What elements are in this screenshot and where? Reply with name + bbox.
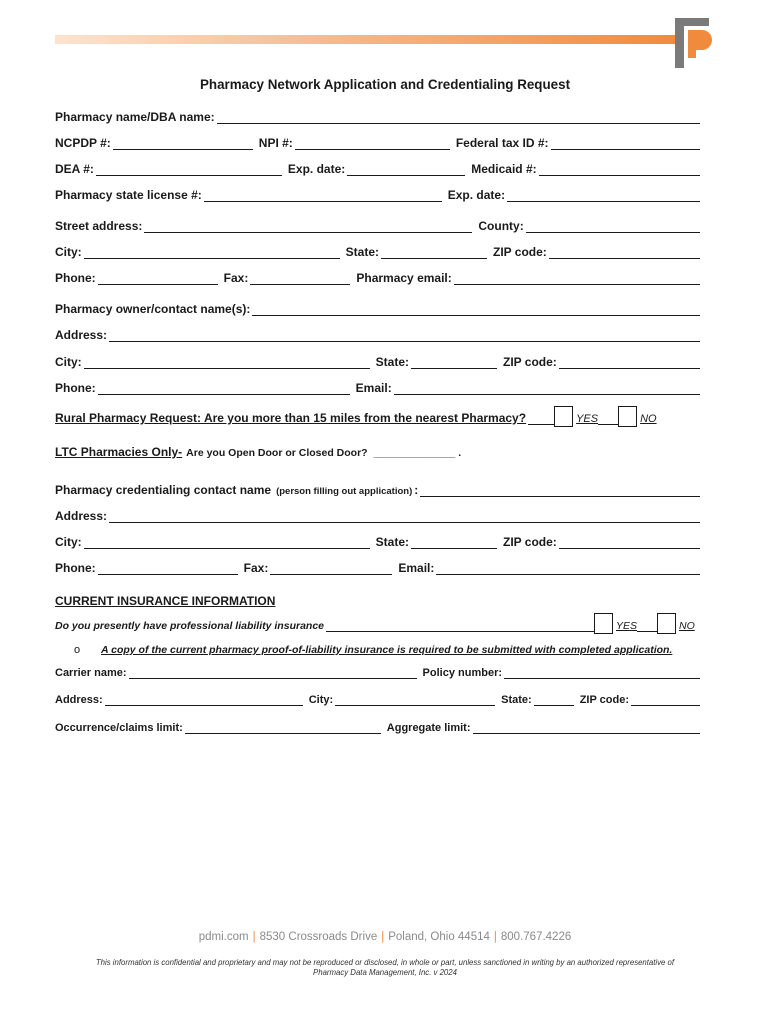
carrier-label: Carrier name: [55,667,127,679]
cred-name-field[interactable] [420,485,700,497]
insurance-note-row [55,640,700,656]
street-row [55,217,700,233]
insurance-note: A copy of the current pharmacy proof-of-liability insurance is required to be submitted with completed application. [101,644,673,656]
cred-phone-field[interactable] [98,563,238,575]
ncpdp-row [55,134,700,150]
cred-address-field[interactable] [109,511,700,523]
insurance-zip-field[interactable] [631,694,700,706]
insurance-address-label: Address: [55,694,103,706]
rural-no-label: NO [640,413,657,425]
insurance-question: Do you presently have professional liability insurance [55,620,324,632]
ltc-label: LTC Pharmacies Only- [55,445,183,459]
insurance-no-label: NO [679,620,695,632]
rural-yes-checkbox[interactable] [554,406,573,427]
owner-address-row [55,326,700,342]
footer-site-link[interactable]: pdmi.com [198,931,249,943]
insurance-no-line [637,620,657,632]
confidentiality-note [80,958,690,978]
carrier-field[interactable] [129,667,417,679]
policy-label: Policy number: [422,667,503,679]
form-title: Pharmacy Network Application and Credentialing Request [199,77,571,92]
aggregate-label: Aggregate limit: [386,722,471,734]
owner-city-label: City: [55,355,82,369]
insurance-city-label: City: [308,694,334,706]
tax-id-field[interactable] [551,138,700,150]
insurance-yes-checkbox[interactable] [594,613,613,634]
cred-name-row [55,481,700,497]
cred-zip-label: ZIP code: [503,535,557,549]
cred-email-field[interactable] [436,563,700,575]
cred-state-field[interactable] [411,537,497,549]
insurance-yes-label: YES [616,620,638,632]
owner-phone-row [55,379,700,395]
rural-row [55,409,700,425]
fax-label: Fax: [223,271,249,285]
owner-email-label: Email: [355,381,392,395]
owner-city-row [55,353,700,369]
dea-row [55,160,700,176]
footer-address: 8530 Crossroads Drive [259,931,378,943]
policy-field[interactable] [504,667,700,679]
city-label: City: [55,245,82,259]
insurance-address-row [55,690,700,706]
insurance-question-row [55,616,700,632]
pdmi-logo-icon [672,14,716,70]
insurance-question-line [326,620,594,632]
dea-exp-field[interactable] [347,164,465,176]
pharmacy-name-field[interactable] [217,112,700,124]
owner-state-label: State: [375,355,410,369]
bullet-icon: o [73,644,81,656]
zip-label: ZIP code: [493,245,547,259]
dea-field[interactable] [96,164,282,176]
cred-phone-row [55,559,700,575]
owner-address-label: Address: [55,328,108,342]
license-row [55,186,700,202]
county-label: County: [478,219,524,233]
owner-name-field[interactable] [252,304,700,316]
rural-yes-line [528,413,554,425]
confidentiality-note-line2: Pharmacy Data Management, Inc. v 2024 [313,968,457,977]
dea-exp-label: Exp. date: [287,162,346,176]
ltc-row [55,443,700,459]
insurance-heading-row [55,592,700,608]
insurance-city-field[interactable] [335,694,495,706]
medicaid-label: Medicaid #: [471,162,537,176]
cred-city-label: City: [55,535,82,549]
license-exp-field[interactable] [507,190,700,202]
footer-city: Poland, Ohio 44514 [388,931,490,943]
fax-field[interactable] [250,273,350,285]
cred-email-label: Email: [398,561,435,575]
tax-id-label: Federal tax ID #: [455,136,549,150]
cred-address-row [55,507,700,523]
owner-address-field[interactable] [109,330,700,342]
ltc-question: Are you Open Door or Closed Door? [186,447,368,459]
npi-field[interactable] [295,138,450,150]
footer-phone: 800.767.4226 [500,931,572,943]
insurance-zip-label: ZIP code: [579,694,630,706]
state-label: State: [345,245,380,259]
phone-field[interactable] [98,273,218,285]
rural-question: Rural Pharmacy Request: Are you more than 15 miles from the nearest Pharmacy? [55,411,527,425]
cred-zip-field[interactable] [559,537,700,549]
insurance-heading: CURRENT INSURANCE INFORMATION [55,594,276,608]
license-exp-label: Exp. date: [447,188,506,202]
cred-name-label: Pharmacy credentialing contact name [55,483,272,497]
footer-contact: pdmi.com | 8530 Crossroads Drive | Poland, Ohio 44514 | 800.767.4226 [198,931,572,943]
cred-city-row [55,533,700,549]
insurance-state-label: State: [501,694,532,706]
insurance-no-checkbox[interactable] [657,613,676,634]
license-field[interactable] [204,190,442,202]
phone-label: Phone: [55,271,96,285]
owner-name-label: Pharmacy owner/contact name(s): [55,302,251,316]
zip-field[interactable] [549,247,700,259]
owner-zip-field[interactable] [559,357,700,369]
owner-email-field[interactable] [394,383,700,395]
pharmacy-email-label: Pharmacy email: [356,271,452,285]
street-field[interactable] [144,221,472,233]
ltc-answer-field[interactable]: ______________ . [373,447,462,459]
cred-name-colon: : [414,483,419,497]
cred-state-label: State: [375,535,410,549]
cred-address-label: Address: [55,509,108,523]
street-label: Street address: [55,219,143,233]
ncpdp-label: NCPDP #: [55,136,111,150]
owner-name-row [55,300,700,316]
rural-no-checkbox[interactable] [618,406,637,427]
carrier-row [55,663,700,679]
dea-label: DEA #: [55,162,94,176]
cred-city-field[interactable] [84,537,370,549]
cred-name-note: (person filling out application) [276,486,413,497]
cred-phone-label: Phone: [55,561,96,575]
npi-label: NPI #: [258,136,293,150]
owner-phone-field[interactable] [98,383,350,395]
header-gradient-bar [55,35,683,44]
limits-row [55,718,700,734]
cred-fax-label: Fax: [243,561,269,575]
cred-fax-field[interactable] [270,563,392,575]
city-field[interactable] [84,247,340,259]
aggregate-field[interactable] [473,722,700,734]
confidentiality-note-line1: This information is confidential and proprietary and may not be reproduced or disclosed, in whole or part, unless sanctioned in writing by an authorized representative of [95,958,675,967]
pharmacy-email-field[interactable] [454,273,700,285]
pharmacy-name-label: Pharmacy name/DBA name: [55,110,215,124]
county-field[interactable] [526,221,700,233]
state-field[interactable] [381,247,487,259]
occurrence-label: Occurrence/claims limit: [55,722,183,734]
city-row [55,243,700,259]
insurance-address-field[interactable] [105,694,303,706]
occurrence-field[interactable] [185,722,381,734]
rural-yes-label: YES [576,413,599,425]
owner-phone-label: Phone: [55,381,96,395]
phone-row [55,269,700,285]
pharmacy-name-row [55,108,700,124]
ncpdp-field[interactable] [113,138,253,150]
insurance-state-field[interactable] [534,694,574,706]
owner-state-field[interactable] [411,357,497,369]
medicaid-field[interactable] [539,164,700,176]
rural-no-line [598,413,618,425]
license-label: Pharmacy state license #: [55,188,202,202]
owner-city-field[interactable] [84,357,370,369]
owner-zip-label: ZIP code: [503,355,557,369]
